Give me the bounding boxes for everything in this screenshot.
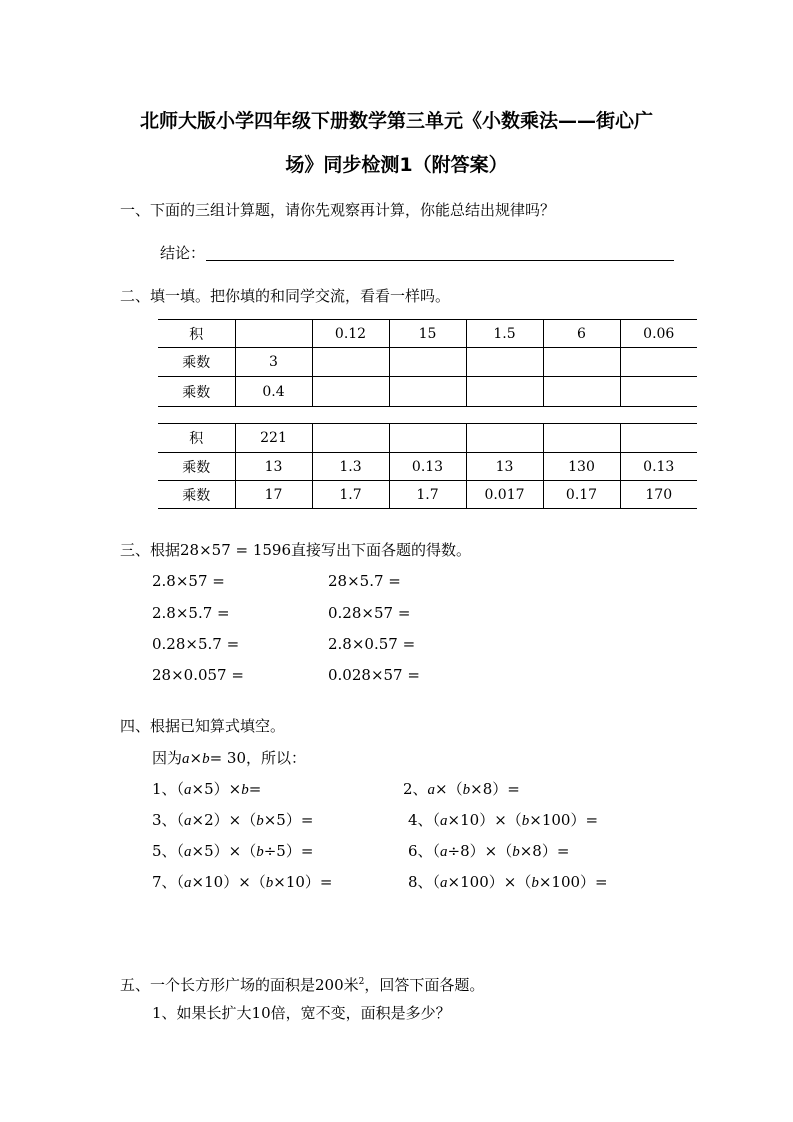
conclusion-label: 结论：	[160, 244, 206, 262]
q3-item-3: 2.8×5.7 =	[152, 604, 230, 622]
value-cell: 221	[235, 424, 312, 453]
answer-blank-cell[interactable]	[235, 320, 312, 348]
value-cell: 6	[543, 320, 620, 348]
answer-blank-cell[interactable]	[543, 348, 620, 377]
value-cell: 170	[620, 481, 697, 509]
row-label-cell: 乘数	[158, 377, 235, 407]
q4-item-2: 2、a×（b×8）=	[403, 780, 520, 798]
variable-a: a	[182, 751, 190, 767]
value-cell: 13	[466, 453, 543, 481]
q4-item-4: 4、（a×10）×（b×100）=	[408, 811, 599, 829]
fill-table-2	[158, 423, 697, 509]
q4-item-6: 6、（a÷8）×（b×8）=	[408, 842, 570, 860]
answer-blank-cell[interactable]	[543, 424, 620, 453]
value-cell: 0.13	[620, 453, 697, 481]
q3-item-2: 28×5.7 =	[328, 572, 401, 590]
answer-blank-cell[interactable]	[389, 348, 466, 377]
answer-blank-cell[interactable]	[543, 377, 620, 407]
document-title-line-1: 北师大版小学四年级下册数学第三单元《小数乘法——街心广	[139, 110, 653, 132]
question-5-heading	[120, 972, 484, 995]
q5-square-superscript: 2	[358, 977, 365, 987]
row-label-cell: 乘数	[158, 453, 235, 481]
value-cell: 13	[235, 453, 312, 481]
answer-blank-cell[interactable]	[620, 424, 697, 453]
value-cell: 0.017	[466, 481, 543, 509]
q3-item-8: 0.028×57 =	[328, 666, 420, 684]
answer-blank-cell[interactable]	[620, 377, 697, 407]
q5-subquestion-1: 1、如果长扩大10倍，宽不变，面积是多少？	[152, 1004, 451, 1022]
row-label-cell: 乘数	[158, 348, 235, 377]
q4-given-times: ×	[189, 749, 203, 767]
row-label-cell: 积	[158, 424, 235, 453]
q4-given-prefix: 因为	[152, 749, 183, 767]
value-cell: 3	[235, 348, 312, 377]
variable-b: b	[202, 751, 210, 767]
q3-item-7: 28×0.057 =	[152, 666, 244, 684]
question-4-heading: 四、根据已知算式填空。	[120, 717, 286, 735]
value-cell: 0.12	[312, 320, 389, 348]
answer-blank-cell[interactable]	[312, 424, 389, 453]
answer-blank-cell[interactable]	[466, 424, 543, 453]
answer-blank-cell[interactable]	[389, 424, 466, 453]
q4-given-suffix: = 30，所以：	[209, 749, 307, 767]
conclusion-answer-line[interactable]	[206, 260, 674, 261]
q4-item-8: 8、（a×100）×（b×100）=	[408, 873, 608, 891]
q5-heading-text: 五、一个长方形广场的面积是200米	[120, 976, 359, 994]
q3-item-6: 2.8×0.57 =	[328, 635, 416, 653]
question-1-heading: 一、下面的三组计算题，请你先观察再计算，你能总结出规律吗？	[120, 201, 556, 219]
q3-item-1: 2.8×57 =	[152, 572, 225, 590]
question-3-heading: 三、根据28×57 = 1596直接写出下面各题的得数。	[120, 541, 472, 559]
table-row	[158, 348, 697, 377]
value-cell: 0.13	[389, 453, 466, 481]
q4-item-7: 7、（a×10）×（b×10）=	[152, 873, 333, 891]
value-cell: 1.7	[389, 481, 466, 509]
table-row	[158, 424, 697, 453]
fill-table-1	[158, 319, 697, 407]
answer-blank-cell[interactable]	[466, 348, 543, 377]
q3-item-4: 0.28×57 =	[328, 604, 411, 622]
row-label-cell: 乘数	[158, 481, 235, 509]
value-cell: 0.17	[543, 481, 620, 509]
q4-item-5: 5、（a×5）×（b÷5）=	[152, 842, 314, 860]
value-cell: 17	[235, 481, 312, 509]
q3-item-5: 0.28×5.7 =	[152, 635, 240, 653]
table-row	[158, 453, 697, 481]
document-title-line-2: 场》同步检测1（附答案）	[285, 154, 508, 176]
answer-blank-cell[interactable]	[312, 377, 389, 407]
value-cell: 1.7	[312, 481, 389, 509]
table-row	[158, 377, 697, 407]
q5-heading-suffix: ，回答下面各题。	[364, 976, 485, 994]
q4-item-1: 1、（a×5）×b=	[152, 780, 262, 798]
q4-given-statement	[152, 748, 306, 769]
answer-blank-cell[interactable]	[389, 377, 466, 407]
value-cell: 130	[543, 453, 620, 481]
value-cell: 0.4	[235, 377, 312, 407]
q4-item-3: 3、（a×2）×（b×5）=	[152, 811, 314, 829]
answer-blank-cell[interactable]	[466, 377, 543, 407]
answer-blank-cell[interactable]	[312, 348, 389, 377]
table-row	[158, 320, 697, 348]
answer-blank-cell[interactable]	[620, 348, 697, 377]
question-2-heading: 二、填一填。把你填的和同学交流，看看一样吗。	[120, 287, 451, 305]
table-row	[158, 481, 697, 509]
row-label-cell: 积	[158, 320, 235, 348]
value-cell: 1.5	[466, 320, 543, 348]
value-cell: 0.06	[620, 320, 697, 348]
value-cell: 1.3	[312, 453, 389, 481]
value-cell: 15	[389, 320, 466, 348]
